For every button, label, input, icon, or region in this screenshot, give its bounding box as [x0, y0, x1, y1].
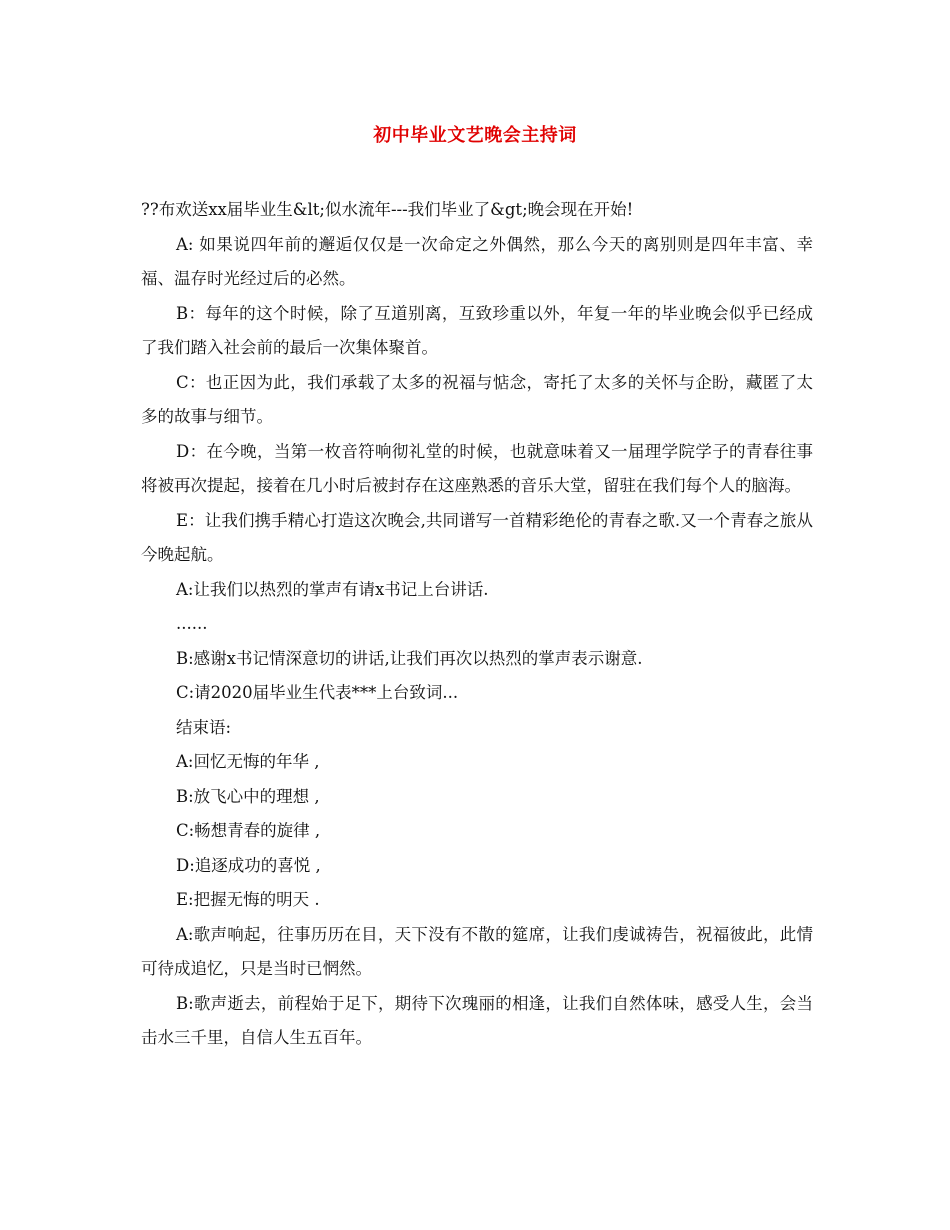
paragraph-speech-invite: A:让我们以热烈的掌声有请x书记上台讲话.	[176, 579, 489, 599]
paragraph-ellipsis: ......	[176, 614, 208, 633]
document-body	[141, 193, 813, 1056]
paragraph-farewell-a: A:歌声响起，往事历历在目，天下没有不散的筵席，让我们虔诚祷告，祝福彼此，此情可待成追忆，只是当时已惘然。	[141, 924, 813, 978]
paragraph-closing-d: D:追逐成功的喜悦 ,	[176, 855, 321, 875]
paragraph-host-d-intro: D：在今晚，当第一枚音符响彻礼堂的时候，也就意味着又一届理学院学子的青春往事将被再次提起，接着在几小时后被封存在这座熟悉的音乐大堂，留驻在我们每个人的脑海。	[141, 441, 813, 495]
paragraph-thanks: B:感谢x书记情深意切的讲话,让我们再次以热烈的掌声表示谢意.	[176, 648, 643, 668]
paragraph-closing-a: A:回忆无悔的年华 ,	[176, 752, 320, 771]
document-title: 初中毕业文艺晚会主持词	[373, 125, 577, 146]
paragraph-closing-c: C:畅想青春的旋律 ,	[176, 821, 321, 840]
paragraph-closing-e: E:把握无悔的明天 .	[176, 890, 320, 909]
paragraph-closing-b: B:放飞心中的理想 ,	[176, 786, 320, 806]
paragraph-representative: C:请2020届毕业生代表***上台致词...	[176, 683, 459, 702]
paragraph-farewell-b: B:歌声逝去，前程始于足下，期待下次瑰丽的相逢，让我们自然体味，感受人生，会当击水三千里，自信人生五百年。	[141, 993, 813, 1047]
paragraph-closing-heading: 结束语:	[176, 717, 232, 737]
paragraph-host-b-intro: B：每年的这个时候，除了互道别离，互致珍重以外，年复一年的毕业晚会似乎已经成了我们踏入社会前的最后一次集体聚首。	[141, 303, 813, 357]
paragraph-host-c-intro: C：也正因为此，我们承载了太多的祝福与惦念，寄托了太多的关怀与企盼，藏匿了太多的故事与细节。	[141, 372, 813, 426]
paragraph-host-a-intro: A: 如果说四年前的邂逅仅仅是一次命定之外偶然，那么今天的离别则是四年丰富、幸福、温存时光经过后的必然。	[141, 234, 813, 288]
paragraph-host-e-intro: E：让我们携手精心打造这次晚会,共同谱写一首精彩绝伦的青春之歌.又一个青春之旅从今晚起航。	[141, 510, 813, 564]
paragraph-opening: ??布欢送xx届毕业生&lt;似水流年---我们毕业了&gt;晚会现在开始!	[141, 200, 634, 219]
